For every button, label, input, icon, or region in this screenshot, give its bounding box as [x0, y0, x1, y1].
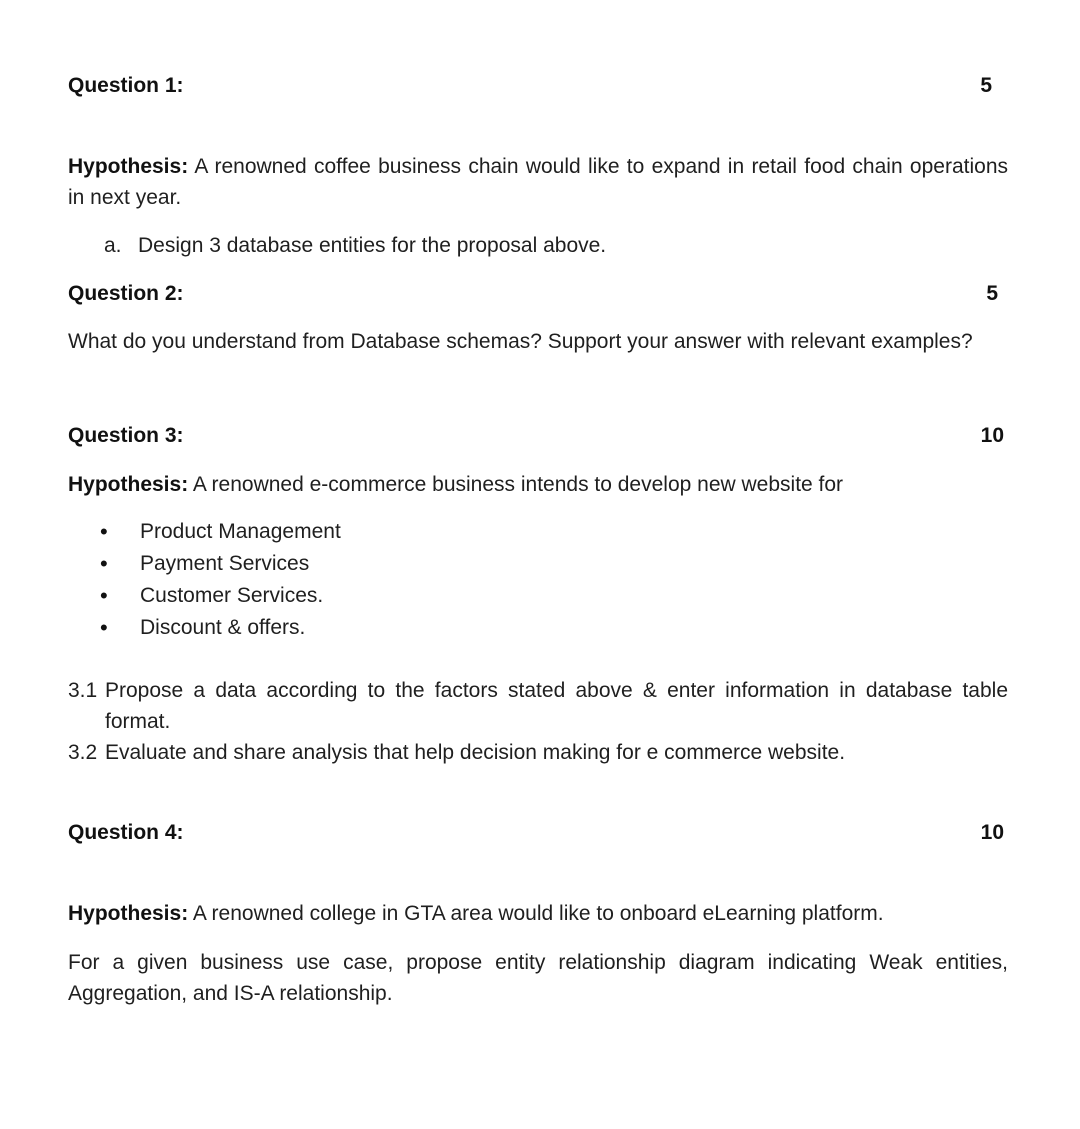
question-2-marks: 5	[986, 282, 998, 305]
question-4-header	[68, 821, 1008, 845]
question-3-bullet-list	[100, 516, 341, 644]
numbered-item	[68, 737, 1008, 768]
hypothesis-label: Hypothesis:	[68, 902, 189, 925]
sub-item-text: Design 3 database entities for the proposal above.	[138, 234, 607, 257]
question-4-hypothesis	[68, 898, 1008, 929]
hypothesis-label: Hypothesis:	[68, 155, 189, 178]
bullet-item: • Customer Services.	[100, 580, 341, 612]
question-4-marks: 10	[980, 821, 1004, 844]
item-number: 3.2	[68, 741, 98, 764]
question-4-title: Question 4:	[68, 821, 184, 844]
question-1-hypothesis	[68, 151, 1008, 213]
item-text: Evaluate and share analysis that help decision making for e commerce website.	[105, 741, 846, 764]
hypothesis-text: A renowned e-commerce business intends to develop new website for	[188, 473, 844, 496]
bullet-item: • Payment Services	[100, 548, 341, 580]
bullet-item: • Discount & offers.	[100, 612, 341, 644]
hypothesis-text: A renowned college in GTA area would like to onboard eLearning platform.	[188, 902, 884, 925]
item-number: 3.1	[68, 679, 98, 702]
question-3-numbered-list	[68, 675, 1008, 768]
question-1-sub-item	[104, 234, 606, 258]
question-1-header	[68, 74, 1008, 98]
numbered-item	[68, 675, 1008, 737]
hypothesis-text: A renowned coffee business chain would like to expand in retail food chain operations in next year.	[68, 155, 1008, 209]
question-3-hypothesis	[68, 469, 1008, 500]
question-2-header	[68, 282, 1008, 306]
question-3-marks: 10	[980, 424, 1004, 447]
question-1-title: Question 1:	[68, 74, 184, 97]
sub-item-label: a.	[104, 234, 122, 257]
question-2-text: What do you understand from Database schemas? Support your answer with relevant examples?	[68, 330, 973, 353]
question-1-marks: 5	[980, 74, 992, 97]
item-text: Propose a data according to the factors stated above & enter information in database table format.	[105, 679, 1008, 733]
bullet-item: • Product Management	[100, 516, 341, 548]
question-3-header	[68, 424, 1008, 448]
question-3-title: Question 3:	[68, 424, 184, 447]
hypothesis-label: Hypothesis:	[68, 473, 189, 496]
question-4-text: For a given business use case, propose entity relationship diagram indicating Weak entities, Aggregation, and IS-A relationship.	[68, 951, 1008, 1005]
question-2-title: Question 2:	[68, 282, 184, 305]
